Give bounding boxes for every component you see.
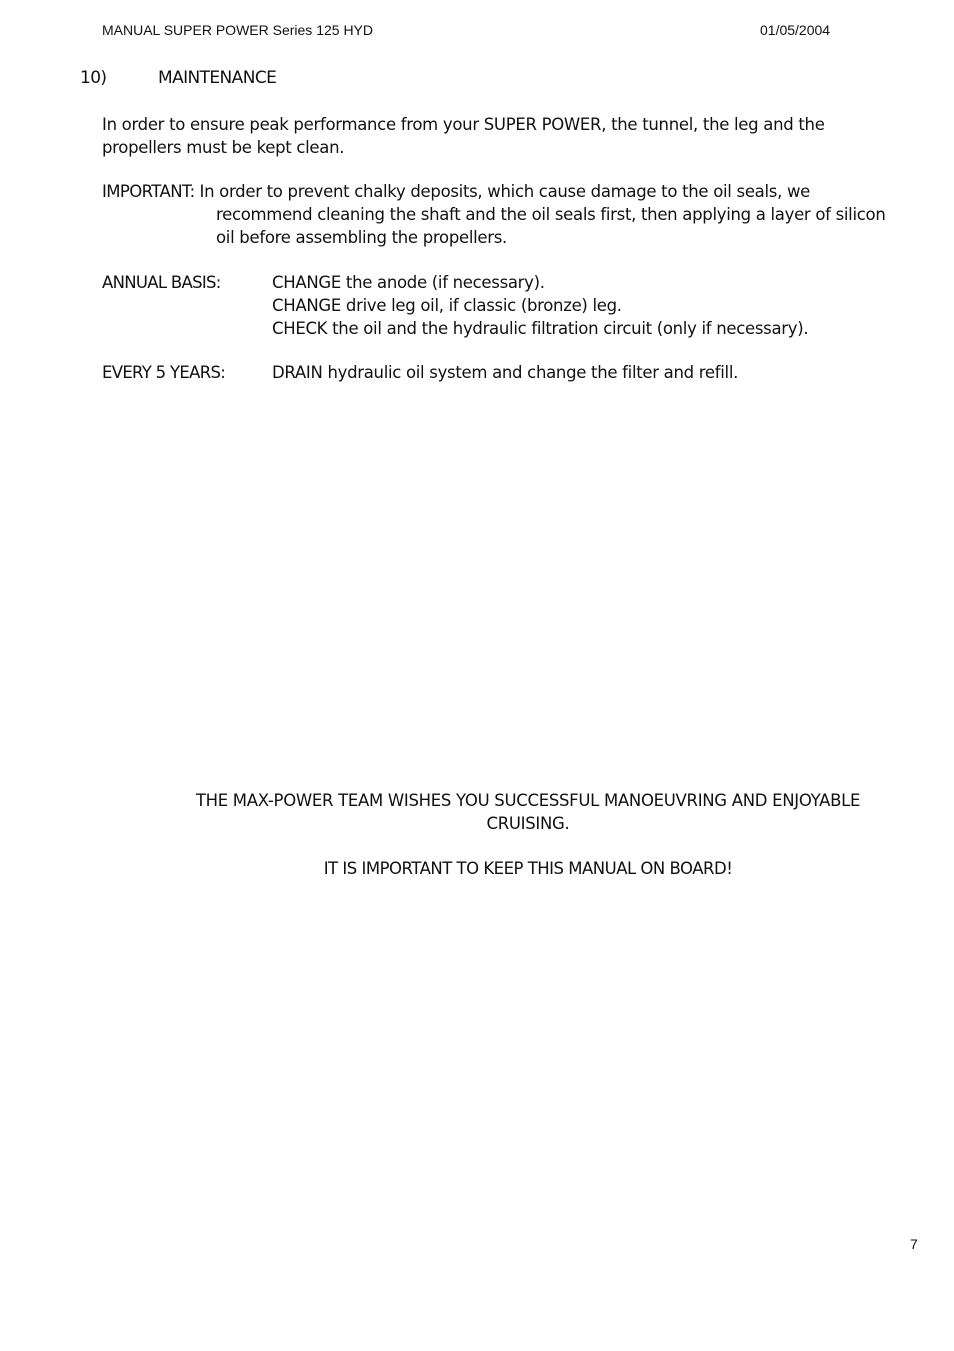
section-title: MAINTENANCE: [158, 68, 277, 88]
annual-basis-items: [272, 271, 808, 340]
every-5-years-label-text: EVERY 5 YEARS: [102, 363, 221, 382]
every-5-years-label-colon: :: [220, 363, 226, 382]
every-5-years-label: [102, 361, 272, 384]
important-label: IMPORTANT:: [102, 182, 195, 201]
section-number: 10): [80, 68, 107, 88]
header-date: 01/05/2004: [760, 22, 831, 38]
every-5-years-row: [102, 361, 738, 384]
intro-line: propellers must be kept clean.: [102, 138, 345, 157]
intro-line: In order to ensure peak performance from your SUPER POWER, the tunnel, the leg and the: [102, 115, 825, 134]
important-text: oil before assembling the propellers.: [216, 228, 507, 247]
every-5-years-items: [272, 361, 738, 384]
section-heading: [80, 68, 276, 88]
list-item: CHECK the oil and the hydraulic filtration circuit (only if necessary).: [272, 319, 809, 338]
important-text: recommend cleaning the shaft and the oil seals first, then applying a layer of silicon: [216, 205, 886, 224]
annual-basis-label: ANNUAL BASIS:: [102, 273, 221, 292]
list-item: DRAIN hydraulic oil system and change the filter and refill.: [272, 363, 739, 382]
closing-line: CRUISING.: [486, 814, 570, 833]
closing-line: THE MAX-POWER TEAM WISHES YOU SUCCESSFUL MANOEUVRING AND ENJOYABLE: [195, 791, 861, 810]
list-item: CHANGE the anode (if necessary).: [272, 273, 545, 292]
header-title: MANUAL SUPER POWER Series 125 HYD: [102, 22, 373, 38]
important-note: [102, 180, 902, 249]
annual-basis-row: [102, 271, 808, 340]
page-number: 7: [910, 1236, 918, 1252]
list-item: CHANGE drive leg oil, if classic (bronze) leg.: [272, 296, 622, 315]
important-text: In order to prevent chalky deposits, which cause damage to the oil seals, we: [199, 182, 811, 201]
closing-reminder: IT IS IMPORTANT TO KEEP THIS MANUAL ON BOARD!: [323, 859, 733, 878]
intro-paragraph: [102, 113, 882, 159]
important-first-line: [102, 180, 902, 203]
closing-message: [170, 789, 886, 835]
